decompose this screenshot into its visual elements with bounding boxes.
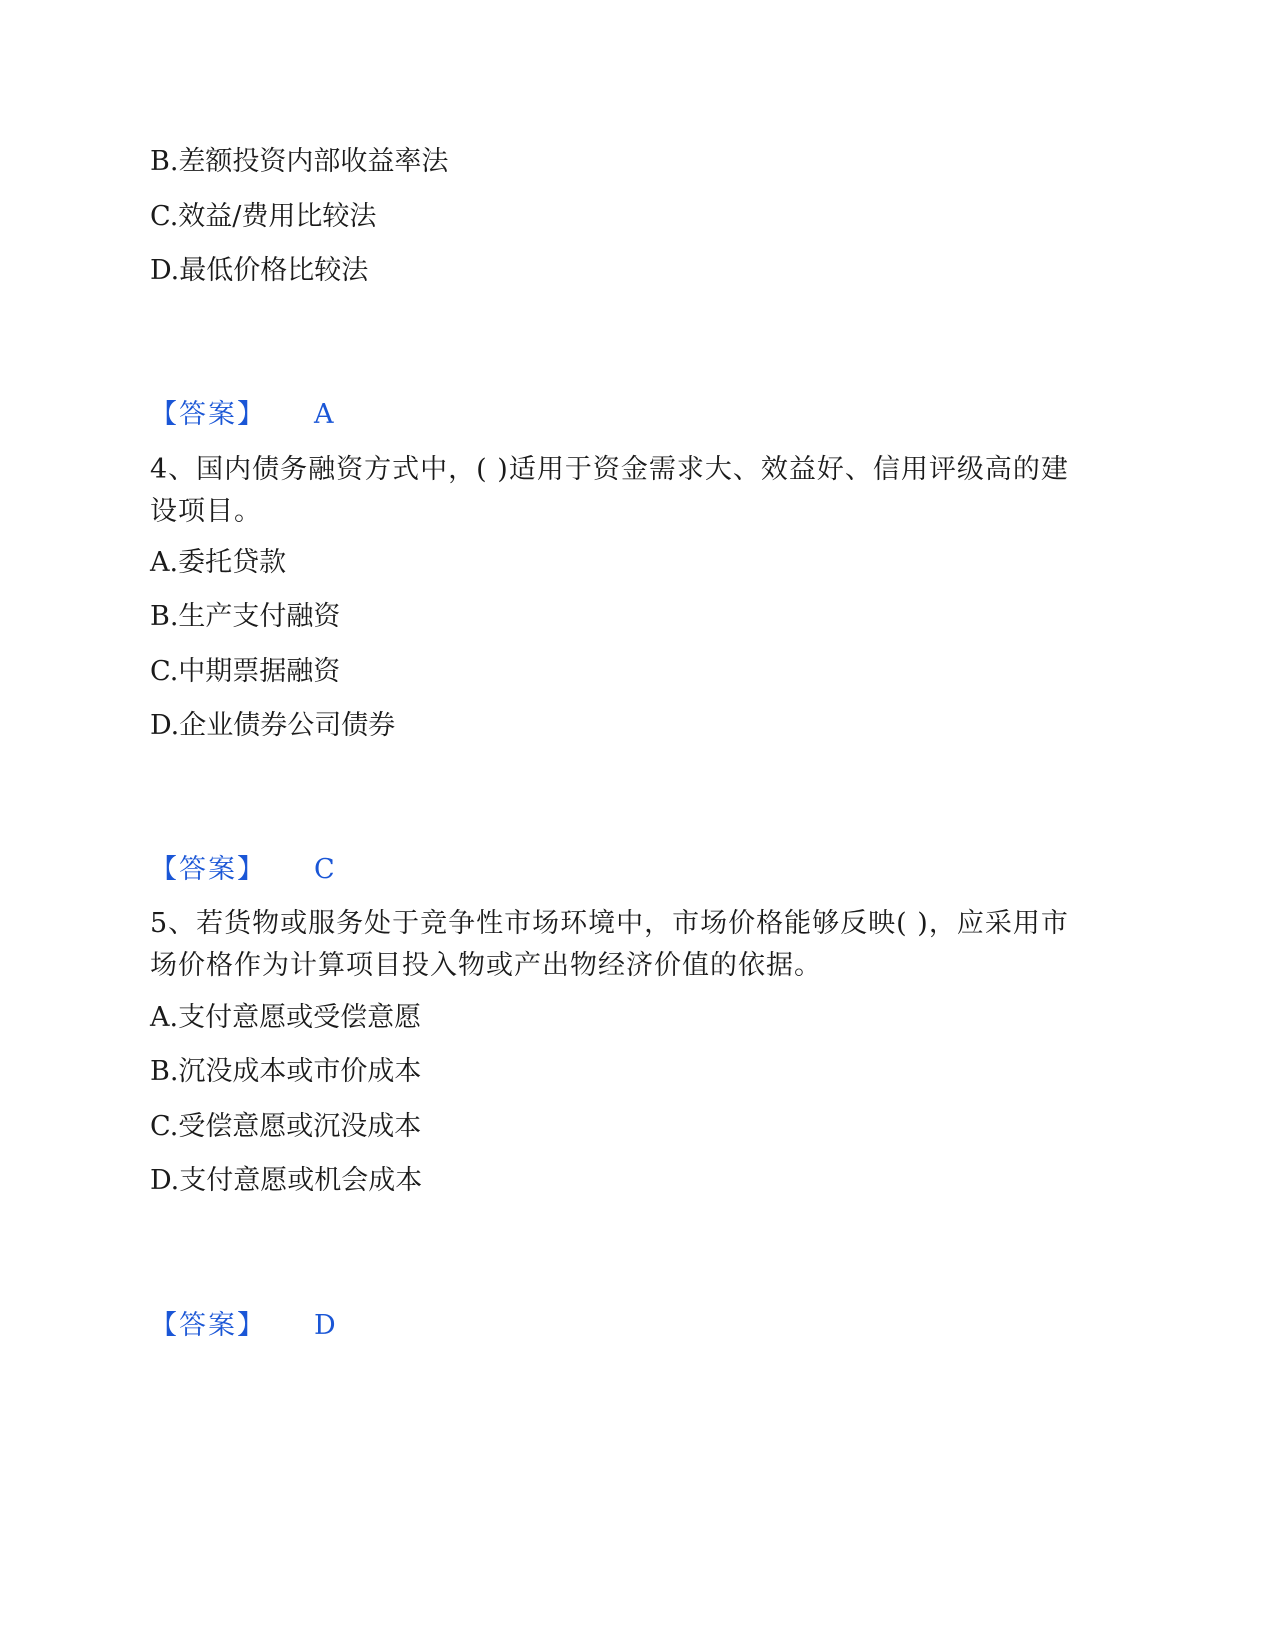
q4-answer xyxy=(150,850,335,890)
q5-answer-label: 【答案】 xyxy=(150,1310,266,1341)
q3-answer-label: 【答案】 xyxy=(150,399,266,430)
q4-stem-line2: 设项目。 xyxy=(150,496,262,527)
q5-option-c: C.受偿意愿或沉没成本 xyxy=(150,1111,422,1142)
q5-answer-value: D xyxy=(314,1310,336,1341)
q5-option-a: A.支付意愿或受偿意愿 xyxy=(150,1002,422,1033)
q3-option-b: B.差额投资内部收益率法 xyxy=(150,146,449,177)
q5-stem-line2: 场价格作为计算项目投入物或产出物经济价值的依据。 xyxy=(150,950,822,981)
q4-option-d: D.企业债券公司债券 xyxy=(150,710,396,741)
q4-stem xyxy=(150,449,1130,533)
q4-option-a: A.委托贷款 xyxy=(150,547,287,578)
q4-option-b: B.生产支付融资 xyxy=(150,601,341,632)
q4-answer-label: 【答案】 xyxy=(150,854,266,885)
q3-answer xyxy=(150,395,334,435)
q5-stem xyxy=(150,903,1130,987)
q3-option-d: D.最低价格比较法 xyxy=(150,255,369,286)
q5-stem-line1: 5、若货物或服务处于竞争性市场环境中，市场价格能够反映( )，应采用市 xyxy=(150,908,1069,939)
q3-option-c: C.效益/费用比较法 xyxy=(150,201,377,232)
q5-option-b: B.沉没成本或市价成本 xyxy=(150,1056,422,1087)
q4-stem-line1: 4、国内债务融资方式中，( )适用于资金需求大、效益好、信用评级高的建 xyxy=(150,454,1069,485)
q4-answer-value: C xyxy=(314,854,335,885)
q4-option-c: C.中期票据融资 xyxy=(150,656,341,687)
q5-answer xyxy=(150,1306,336,1346)
q3-answer-value: A xyxy=(314,399,334,430)
q5-option-d: D.支付意愿或机会成本 xyxy=(150,1165,423,1196)
